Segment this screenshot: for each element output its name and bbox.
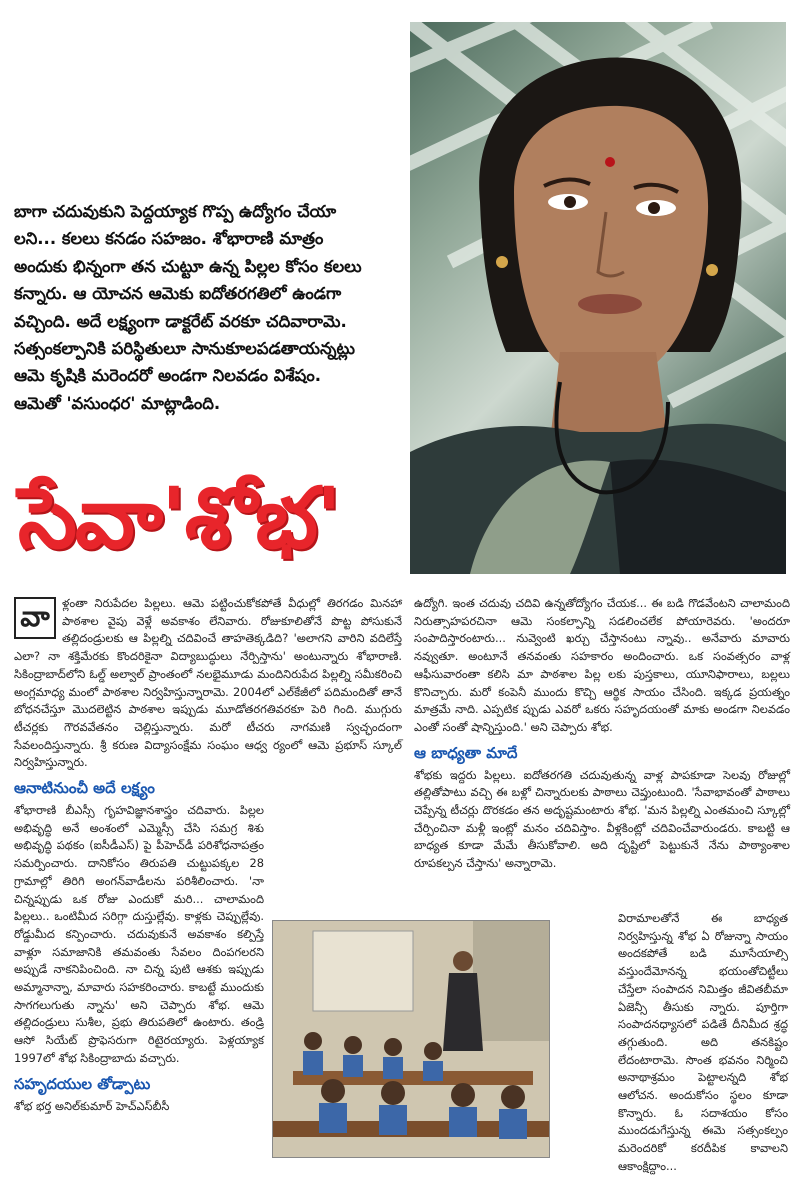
lead-line: ఆమెతో 'వసుంధర' మాట్లాడింది. xyxy=(14,393,221,413)
subheading: ఆ బాధ్యతా మాదే xyxy=(414,743,518,762)
paragraph: శోభ భర్త అనిల్‌కుమార్ హెచ్‌ఎస్‌బీసీ xyxy=(14,1098,170,1113)
classroom-photo xyxy=(272,920,550,1158)
lead-line: కన్నారు. ఆ యోచన ఆమెకు ఐదోతరగతిలో ఉండగా xyxy=(14,284,342,304)
paragraph: శోభారాణి బీఎస్సీ గృహవిజ్ఞానశాస్త్రం చదివారు. పిల్లల అభివృద్ధి అనే అంశంలో ఎమ్మెస్సీ చేసి సమగ్ర శిశు అభివృద్ధి పథకం (ఐసీడీఎస్) పై పీహెచ్‌డీ పరిశోధనాపత్రం సమర్పించారు. దానికోసం తిరుపతి చుట్టుపక్కల 28 గ్రామాల్లో తిరిగి అంగన్‌వాడీలను పరిశీలించారు. 'నా చిన్నప్పుడు ఒక రోజు ఎందుకో మరి... చాలామంది పిల్లలు.. ఒంటిమీద సరిగ్గా దుస్తుల్లేవు. కాళ్లకు చెప్పుల్లేవు. రోడ్డుమీద కన్పించారు. చదువుకునే అవకాశం కల్పిస్తే వాళ్లూ సమాజానికి తమవంతు సేవలం దింపగలరని అప్పుడే నాకనిపించింది. నా చిన్న పుటి ఆశకు ఇప్పుడు అమ్మానాన్నా, మావారు సహకరించారు. కాబట్టే ముందుకు సాగగలుగుతు న్నాను' అని చెప్పారు శోభ. ఆమె తల్లిదండ్రులు సుశీల, ప్రభు తిరుపతిలో ఉంటారు. తండ్రి ఆసో సియేట్ ప్రొఫెసరుగా రిటైరయ్యారు. పెళ్లయ్యాక 1997లో శోభ సికింద్రాబాదు వచ్చారు. xyxy=(14,803,264,1065)
subheading: సహృదయుల తోడ్పాటు xyxy=(14,1074,151,1093)
lead-line: లని... కలలు కనడం సహజం. శోభారాణి మాత్రం xyxy=(14,229,324,249)
lead-line: అందుకు భిన్నంగా తన చుట్టూ ఉన్న పిల్లల కోసం కలలు xyxy=(14,256,362,276)
lead-line: వచ్చింది. అదే లక్ష్యంగా డాక్టరేట్ వరకూ చదివారామె. xyxy=(14,311,347,331)
lead-line: ఆమె కృషికి మరెందరో అండగా నిలవడం విశేషం. xyxy=(14,366,321,386)
drop-cap: వా xyxy=(14,597,56,639)
article-column-right xyxy=(414,595,790,873)
lead-line: బాగా చదువుకుని పెద్దయ్యాక గొప్ప ఉద్యోగం చేయా xyxy=(14,202,337,221)
article-headline: సేవా'శోభ' xyxy=(18,469,340,567)
paragraph xyxy=(14,595,402,772)
subheading: ఆనాటినుంచీ అదే లక్ష్యం xyxy=(14,779,155,798)
article-continuation: విరామాలతోనే ఈ బాధ్యత నిర్వహిస్తున్న శోభ ఏ రోజున్నా సాయం అందకపోతే బడి మూసేయాల్సి వస్తుందేమోనన్న భయంతోచిట్టీలు చేస్తేలా సంపాదన నిమిత్తం జీవితబీమా ఏజెన్సీ తీసుకు న్నారు. పూర్తిగా సంపాదనధ్యాసలో పడితే దీనిమీద శ్రద్ధ తగ్గుతుంది. అది తనకిష్టం లేదంటారామె. సొంత భవనం నిర్మించి అనాథాశ్రమం పెట్టాలన్నది శోభ ఆలోచన. అందుకోసం స్థలం కూడా కొన్నారు. ఓ సదాశయం కోసం ముందడుగేస్తున్న ఈమె సత్సంకల్పం మరెందరికో కరదీపిక కావాలని ఆకాంక్షిద్దాం... xyxy=(618,911,788,1173)
lead-paragraph xyxy=(14,198,424,417)
portrait-photo xyxy=(410,22,786,574)
paragraph-text: ళ్లంతా నిరుపేదల పిల్లలు. ఆమె పట్టించుకోకపోతే వీధుల్లో తిరగడం మినహా పాఠశాల వైపు వెళ్లే అవకాశం లేనివారు. రోజుకూలితోనే పొట్ట పోసుకునే తల్లిదండ్రులకు ఆ పిల్లల్ని చదివించే తాహతెక్కడిది? 'అలాగని వారిని వదిలేస్తే ఎలా? నా శక్తిమేరకు కొందరికైనా విద్యాబుద్ధులు నేర్పిస్తాను' అంటున్నారు శోభారాణి. సికింద్రాబాద్‌లోని ఓల్డ్ అల్వాల్ ప్రాంతంలో నలభైమూడు మందినిరుపేద పిల్లల్ని సమీకరించి అంగ్లమాధ్య మంలో పాఠశాల నిర్వహిస్తున్నారామె. 2004లో ఎల్‌కేజీలో పదిమందితో తానే బోధనచేస్తూ మొదలెట్టిన పాఠశాల ఇప్పుడు మూడోతరగతివరకూ పెరి గింది. ముగ్గురు టీచర్లకు గౌరవవేతనం చెల్లిస్తున్నారు. మరో టీచరు నాగమణి స్వచ్ఛందంగా సేవలందిస్తున్నారు. శ్రీ కరుణ విద్యాసంక్షేమ సంఘం ఆధ్వ ర్యంలో ఆమె ప్రభూస్ స్కూల్ నిర్వహిస్తున్నారు. xyxy=(14,596,403,770)
paragraph: ఉద్యోగి. ఇంత చదువు చదివి ఉన్నతోద్యోగం చేయక... ఈ బడి గొడవేంటని చాలామంది నిరుత్సాహపరచినా ఆమె సంకల్పాన్ని సడలించలేక పోయారెవరు. 'అందరూ సంపాదిస్తారంటారు... నువ్వెంటి ఖర్చు చేస్తానంటు న్నావు.. అనేవారు మావారు నవ్వుతూ. అంటూనే తనవంతు సహకారం అందించారు. ఒక సంవత్సరం వాళ్ల ఆఫీసువారంతా కలిసి మా పాఠశాల పిల్ల లకు పుస్తకాలు, యూనిఫారాలు, బల్లలు కొనిచ్చారు. మరో కంపెనీ ముందు కొచ్చి ఆర్థిక సాయం చేసింది. ఇక్కడ ప్రయత్నం మాత్రమే నాది. ఎప్పటిక ప్పుడు ఎవరో ఒకరు సహృదయంతో మాకు అండగా నిలవడం ఎంతో సంతో షాన్నిస్తుంది.' అని చెప్పారు శోభ. xyxy=(414,596,790,734)
paragraph: శోభకు ఇద్దరు పిల్లలు. ఐదోతరగతి చదువుతున్న వాళ్ల పాపకూడా సెలవు రోజుల్లో తల్లితోపాటు వచ్చి ఈ బళ్లో చిన్నారులకు పాఠాలు చెప్తుంటుంది. 'సేవాభావంతో పాఠాలు చెప్పేన్న టీచర్లు దొరకడం తన అదృష్టమంటారు శోభ. 'మన పిల్లల్ని ఎంతమంచి స్కూల్లో చేర్పించినా మళ్లీ ఇంట్లో మనం చదివిస్తాం. వీళ్లకింట్లో చదివించేవారుండరు. కాబట్టి ఆ బాధ్యత కూడా మేమే తీసుకోవాలి. అది దృష్టిలో పెట్టుకునే నేను పాఠ్యాంశాల రూపకల్పన చేస్తాను' అన్నారామె. xyxy=(414,767,790,871)
lead-line: సత్సంకల్పానికి పరిస్థితులూ సానుకూలపడతాయన్నట్లు xyxy=(14,339,355,359)
